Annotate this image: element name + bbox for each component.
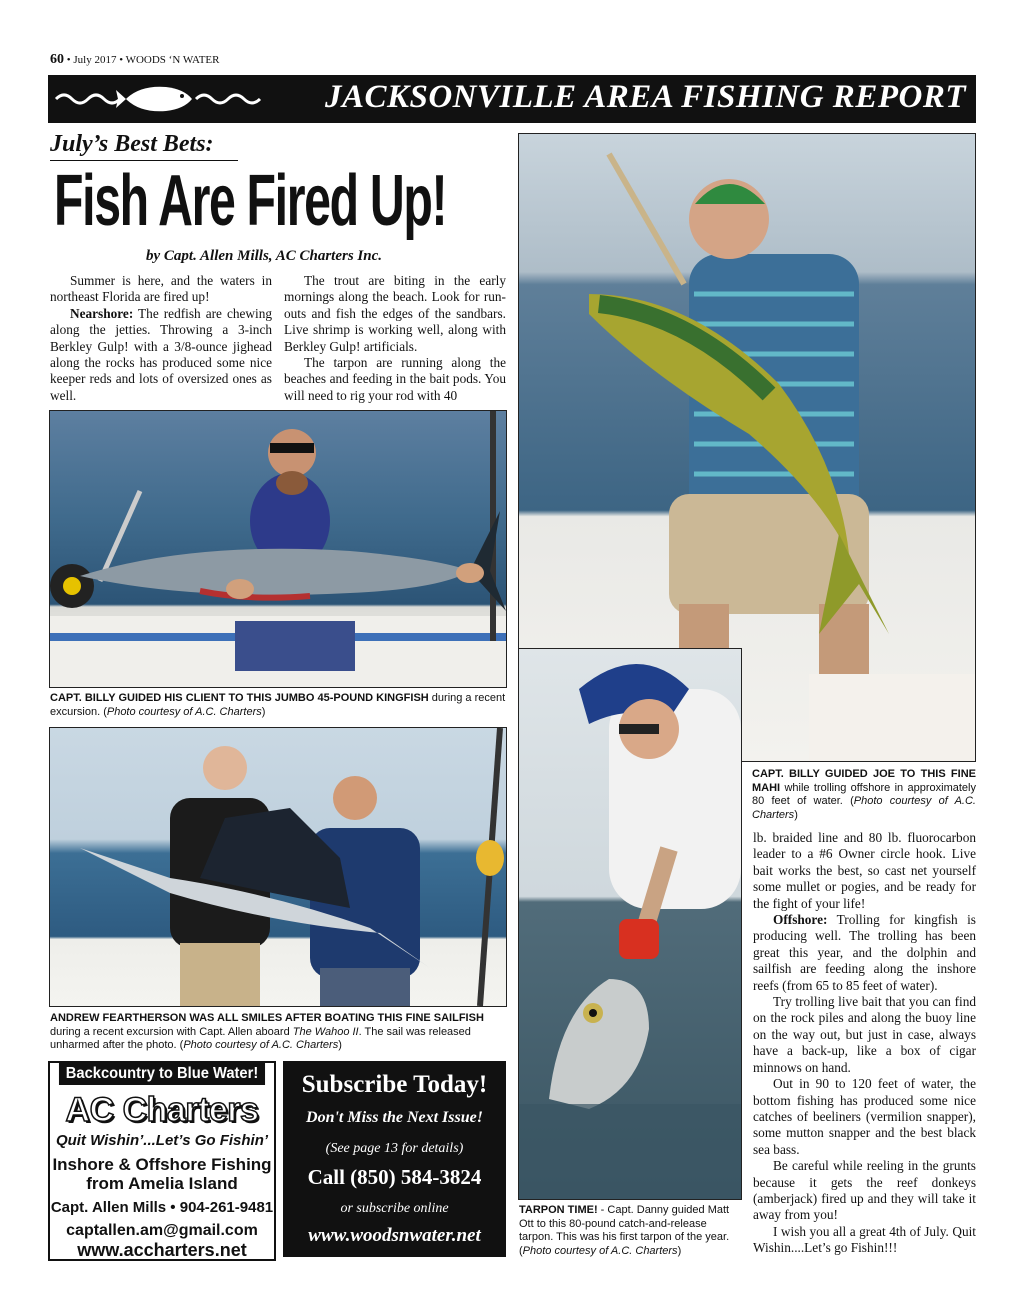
sailfish-photo bbox=[49, 727, 507, 1007]
subscribe-online-label: or subscribe online bbox=[340, 1201, 449, 1216]
page-folio bbox=[50, 52, 220, 68]
ad-email[interactable]: captallen.am@gmail.com bbox=[66, 1222, 258, 1239]
paragraph bbox=[284, 273, 506, 355]
caption-lead: ANDREW FEARTHERSON WAS ALL SMILES AFTER BOATING THIS FINE SAILFISH bbox=[50, 1012, 484, 1024]
paragraph bbox=[753, 912, 976, 994]
subscribe-box bbox=[283, 1061, 506, 1257]
paragraph-text: Out in 90 to 120 feet of water, the bottom fishing has produced some nice catches of beeliners (vermilion snapper), some mutton snapper and the best black sea bass. bbox=[753, 1076, 976, 1157]
paragraph-text: Summer is here, and the waters in northeast Florida are fired up! bbox=[50, 273, 272, 305]
article-column-1 bbox=[50, 273, 272, 404]
caption-text: ) bbox=[677, 1244, 682, 1257]
kingfish-caption bbox=[50, 692, 506, 719]
photo-credit: Photo courtesy of A.C. Charters bbox=[106, 705, 262, 718]
caption-text: . The sail was released unharmed after the photo. ( bbox=[50, 1025, 471, 1051]
headline: Fish Are Fired Up! bbox=[54, 161, 447, 241]
kingfish-photo bbox=[49, 410, 507, 688]
caption-text: - Capt. Danny guided Matt Ott to this 80-pound catch-and-release tarpon. This was his first tarpon of the year. ( bbox=[519, 1204, 730, 1257]
caption-text: ) bbox=[338, 1039, 342, 1051]
ac-charters-ad bbox=[48, 1061, 276, 1261]
subscribe-phone[interactable]: Call (850) 584-3824 bbox=[307, 1165, 482, 1189]
ad-service-1: Inshore & Offshore Fishing bbox=[52, 1155, 272, 1174]
paragraph-text: Be careful while reeling in the grunts because it gets the reef donkeys (amberjack) fired up and they will take it away from you! bbox=[753, 1158, 976, 1223]
paragraph-text: Try trolling live bait that you can find on the rock piles and along the buoy line on the way out, but just in case, always have a back-up, like a box of cigar minnows on hand. bbox=[753, 994, 976, 1075]
article-column-3 bbox=[753, 830, 976, 1257]
byline: by Capt. Allen Mills, AC Charters Inc. bbox=[146, 248, 383, 264]
paragraph bbox=[50, 273, 272, 306]
caption-text: ) bbox=[794, 808, 798, 821]
banner-title: JACKSONVILLE AREA FISHING REPORT bbox=[324, 79, 966, 115]
subhead: Nearshore: bbox=[70, 305, 134, 321]
caption-text: during a recent excursion. ( bbox=[50, 692, 506, 718]
article-column-2 bbox=[284, 273, 506, 404]
paragraph-text: The trout are biting in the early mornings along the beach. Look for run-outs and fish the edges of the sandbars. Live shrimp is working well, along with Berkley Gulp! artificials. bbox=[284, 273, 506, 354]
paragraph bbox=[753, 830, 976, 912]
caption-lead: CAPT. BILLY GUIDED JOE TO THIS FINE MAHI bbox=[752, 768, 976, 794]
ad-tagline: Quit Wishin’...Let’s Go Fishin’ bbox=[55, 1132, 269, 1149]
sailfish-caption bbox=[50, 1012, 506, 1053]
subscribe-website[interactable]: www.woodsnwater.net bbox=[308, 1225, 481, 1246]
subhead: Offshore: bbox=[773, 912, 828, 928]
tarpon-caption bbox=[519, 1204, 743, 1258]
subscribe-see-page: (See page 13 for details) bbox=[325, 1141, 464, 1156]
tarpon-illustration bbox=[519, 649, 741, 1199]
photo-credit: Photo courtesy of A.C. Charters bbox=[183, 1039, 339, 1051]
subscribe-subtitle: Don't Miss the Next Issue! bbox=[306, 1109, 483, 1126]
paragraph-text: The tarpon are running along the beaches and feeding in the bait pods. You will need to rig your rod with 40 bbox=[284, 355, 506, 403]
paragraph-text: The redfish are chewing along the jetties. Throwing a 3-inch Berkley Gulp! with a 3/8-ounce jighead along the rocks has produced some nice keeper reds and lots of oversized ones as well. bbox=[50, 305, 272, 403]
ad-brand: AC Charters bbox=[65, 1091, 259, 1129]
boat-name: The Wahoo II bbox=[292, 1025, 359, 1038]
ad-top-banner: Backcountry to Blue Water! bbox=[59, 1063, 265, 1085]
kicker: July’s Best Bets: bbox=[50, 131, 214, 157]
paragraph bbox=[753, 1224, 976, 1257]
ad-service-2: from Amelia Island bbox=[86, 1174, 238, 1193]
paragraph bbox=[753, 994, 976, 1076]
caption-text: ) bbox=[261, 705, 266, 718]
page-number: 60 bbox=[50, 52, 64, 67]
photo-credit: Photo courtesy of A.C. Charters bbox=[522, 1244, 678, 1257]
issue-line: • July 2017 • WOODS ‘N WATER bbox=[64, 54, 220, 66]
subscribe-title: Subscribe Today! bbox=[301, 1071, 488, 1098]
paragraph bbox=[284, 355, 506, 404]
fish-wave-icon bbox=[54, 81, 284, 117]
kingfish-illustration bbox=[50, 411, 506, 687]
paragraph bbox=[753, 1158, 976, 1224]
caption-lead: CAPT. BILLY GUIDED HIS CLIENT TO THIS JUMBO 45-POUND KINGFISH bbox=[50, 692, 429, 704]
paragraph bbox=[50, 306, 272, 404]
caption-text: while trolling offshore in approximately 80 feet of water. ( bbox=[752, 781, 976, 807]
paragraph-text: Trolling for kingfish is producing well. The trolling has been great this year, and the dolphin and sailfish are feeding along the inshore reefs (from 65 to 85 feet of water). bbox=[753, 912, 976, 993]
caption-lead: TARPON TIME! bbox=[519, 1204, 598, 1216]
tarpon-photo bbox=[518, 648, 742, 1200]
mahi-caption bbox=[752, 768, 976, 822]
sailfish-illustration bbox=[50, 728, 506, 1006]
ad-website[interactable]: www.accharters.net bbox=[77, 1240, 247, 1260]
paragraph bbox=[753, 1076, 976, 1158]
section-banner bbox=[48, 75, 976, 123]
paragraph-text: I wish you all a great 4th of July. Quit Wishin....Let’s go Fishin!!! bbox=[753, 1223, 976, 1256]
paragraph-text: lb. braided line and 80 lb. fluorocarbon leader to a #6 Owner circle hook. Live bait works the best, so cast net yourself some mullet or pogies, and be ready for the fight of your life! bbox=[753, 830, 976, 911]
ad-captain-phone: Capt. Allen Mills • 904-261-9481 bbox=[50, 1199, 274, 1216]
caption-text: during a recent excursion with Capt. Allen aboard bbox=[50, 1025, 293, 1038]
photo-credit: Photo courtesy of A.C. Charters bbox=[752, 795, 976, 821]
